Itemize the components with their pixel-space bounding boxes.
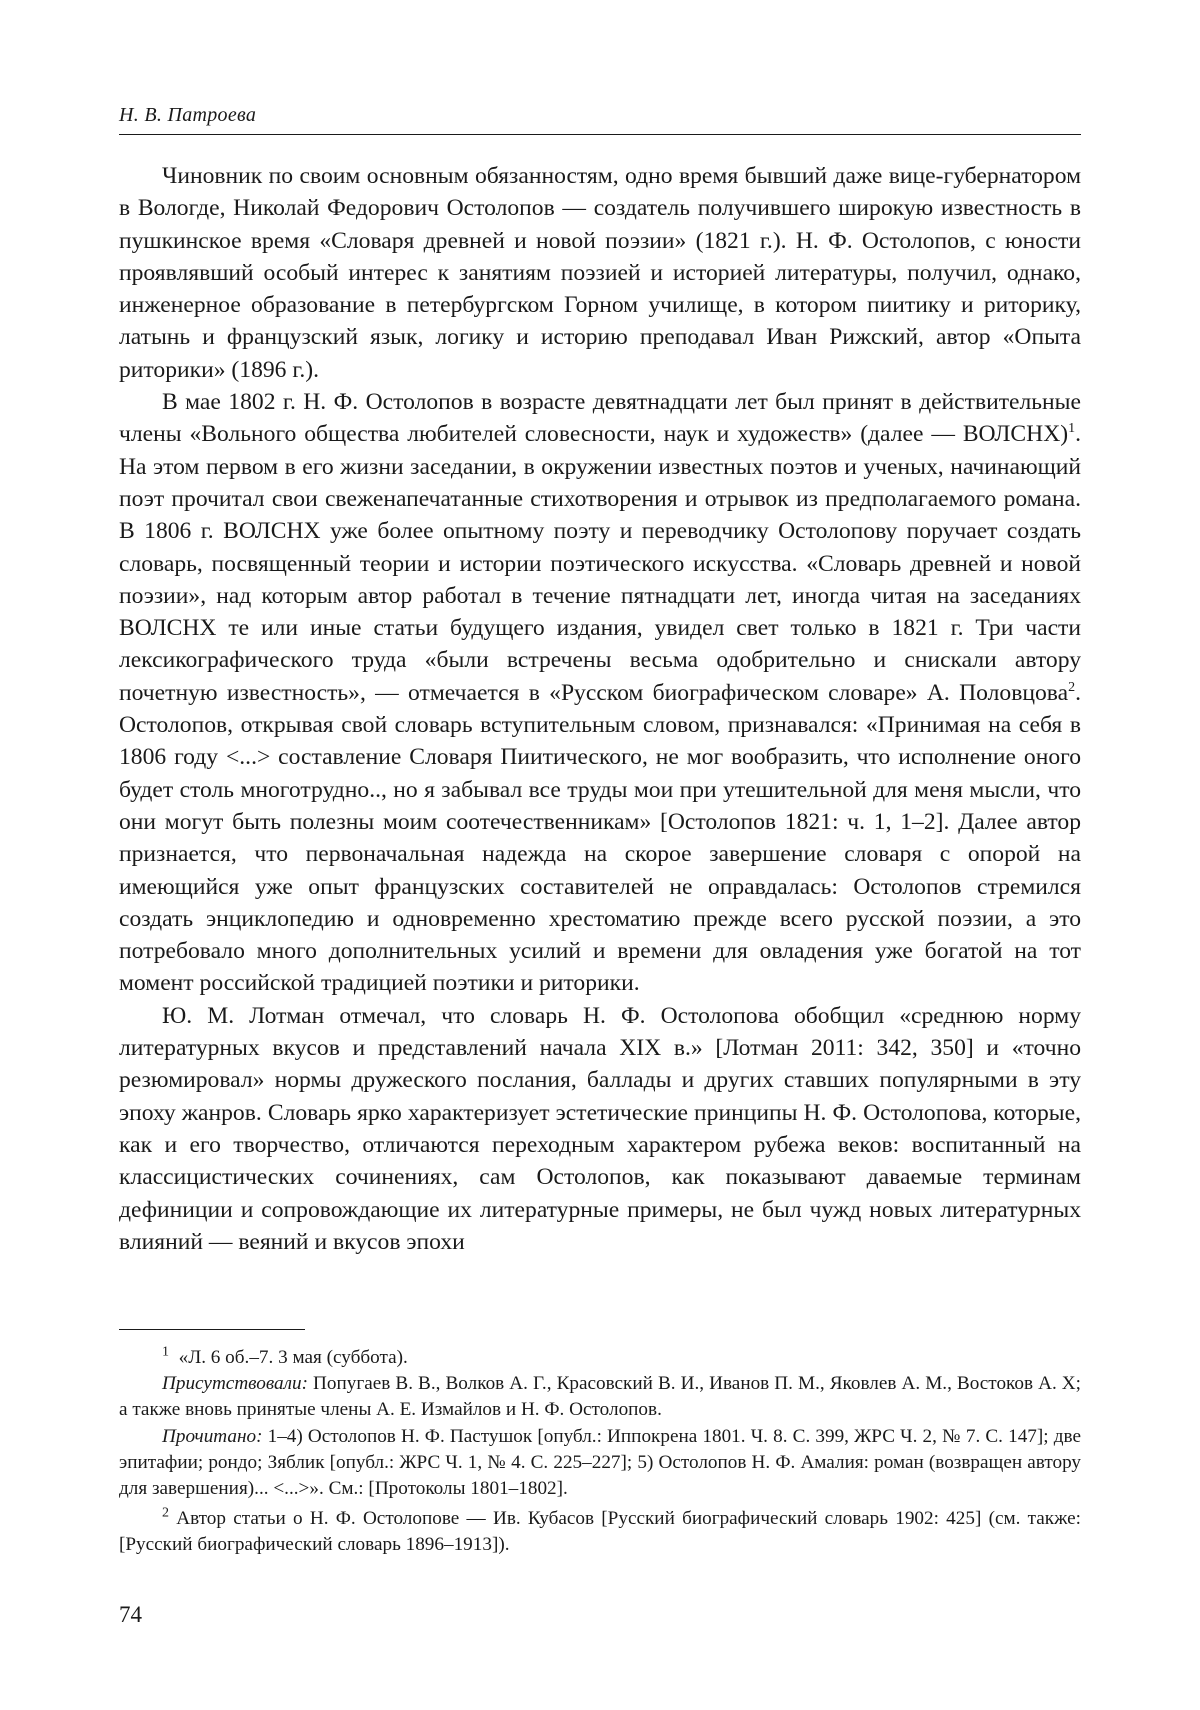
footnote-1-line [119,1345,1081,1371]
paragraph-1: Чиновник по своим основным обязанностям, одно время бывший даже вице-губернатором в Вологде, Николай Федорович Остолопов — создатель получившего широкую известность в пушкинское время «Словаря древней и новой поэзии» (1821 г.). Н. Ф. Остолопов, с юности проявлявший особый интерес к занятиям поэзией и историей литературы, получил, однако, инженерное образование в петербургском Горном училище, в котором пиитику и риторику, латынь и французский язык, логику и историю преподавал Иван Рижский, автор «Опыта риторики» (1896 г.). [119,163,1081,383]
footnote-2-text: Автор статьи о Н. Ф. Остолопове — Ив. Кубасов [Русский биографический словарь 1902: 425] (см. также: [Русский биографический словарь 1896–1913]). [119,1508,1081,1556]
present-label: Присутствовали: [162,1373,308,1395]
footnote-ref-1[interactable]: 1 [1068,421,1076,437]
footnotes [119,1345,1081,1559]
footnote-ref-2[interactable]: 2 [1068,679,1076,695]
running-head: Н. В. Патроева [119,104,257,126]
main-text [119,160,1081,1258]
footnote-2 [119,1506,1081,1558]
paragraph-2-part-c: . Остолопов, открывая свой словарь вступительным словом, признавался: «Принимая на себя в 1806 году <...> составление Словаря Пиитического, не мог вообразить, что исполнение оного будет столь многотрудно.., но я забывал все труды мои при утешительной для меня мысли, что они могут быть полезны моим соотечественникам» [Остолопов 1821: ч. 1, 1–2]. Далее автор признается, что первоначальная надежда на скорое завершение словаря с опорой на имеющийся уже опыт французских составителей не оправдалась: Остолопов стремился создать энциклопедию и одновременно хрестоматию прежде всего русской поэзии, а это потребовало много дополнительных усилий и времени для овладения уже богатой на тот момент российской традицией поэтики и риторики. [119,679,1081,997]
header-rule [119,134,1081,135]
footnote-1-read [119,1424,1081,1503]
paragraph-2-part-b: . На этом первом в его жизни заседании, в окружении известных поэтов и ученых, начинающий поэт прочитал свои свеженапечатанные стихотворения и отрывок из предполагаемого романа. В 1806 г. ВОЛСНХ уже более опытному поэту и переводчику Остолопову поручает создать словарь, посвященный теории и истории поэтического искусства. «Словарь древней и новой поэзии», над которым автор работал в течение пятнадцати лет, иногда читая на заседаниях ВОЛСНХ те или иные статьи будущего издания, увидел свет только в 1821 г. Три части лексикографического труда «были встречены весьма одобрительно и снискали автору почетную известность», — отмечается в «Русском биографическом словаре» А. Половцова [119,421,1081,706]
footnote-1-present [119,1371,1081,1423]
read-label: Прочитано: [162,1425,263,1447]
footnote-separator [119,1329,305,1330]
read-text: 1–4) Остолопов Н. Ф. Пастушок [опубл.: Иппокрена 1801. Ч. 8. С. 399, ЖРС Ч. 2, № 7. С. 147]; две эпитафии; рондо; Зяблик [опубл.: ЖРС Ч. 1, № 4. С. 225–227]; 5) Остолопов Н. Ф. Амалия: роман (возвращен автору для завершения)... <...>». См.: [Протоколы 1801–1802]. [119,1425,1081,1500]
footnote-1-text: «Л. 6 об.–7. 3 мая (суббота). [178,1347,408,1368]
paragraph-2-part-a: В мае 1802 г. Н. Ф. Остолопов в возрасте девятнадцати лет был принят в действительные члены «Вольного общества любителей словесности, наук и художеств» (далее — ВОЛСНХ) [119,389,1081,448]
paragraph-3: Ю. М. Лотман отмечал, что словарь Н. Ф. Остолопова обобщил «среднюю норму литературных вкусов и представлений начала XIX в.» [Лотман 2011: 342, 350] и «точно резюмировал» нормы дружеского послания, баллады и других ставших популярными в эту эпоху жанров. Словарь ярко характеризует эстетические принципы Н. Ф. Остолопова, которые, как и его творчество, отличаются переходным характером рубежа веков: воспитанный на классицистических сочинениях, сам Остолопов, как показывают даваемые терминам дефиниции и сопровождающие их литературные примеры, не был чужд новых литературных влияний — веяний и вкусов эпохи [119,1002,1081,1255]
paragraph-2 [119,386,1081,1000]
page-number: 74 [119,1602,142,1627]
footnote-1-mark: 1 [162,1344,169,1360]
present-text: Попугаев В. В., Волков А. Г., Красовский В. И., Иванов П. М., Яковлев А. М., Востоков А. Х; а также вновь принятые члены А. Е. Измайлов и Н. Ф. Остолопов. [119,1373,1081,1421]
footnote-2-mark: 2 [162,1505,169,1521]
